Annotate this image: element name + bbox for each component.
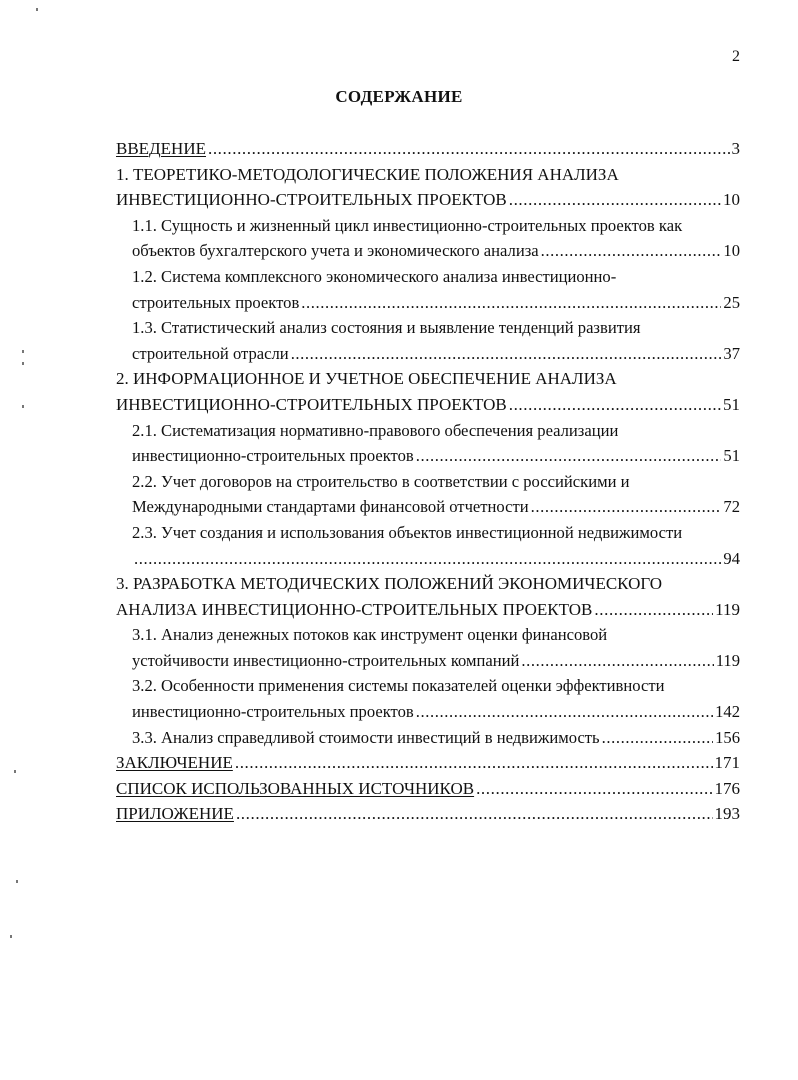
toc-page-number: 10 xyxy=(723,241,740,261)
toc-entry-text: ИНВЕСТИЦИОННО-СТРОИТЕЛЬНЫХ ПРОЕКТОВ xyxy=(116,190,507,210)
scan-artifact xyxy=(16,880,18,883)
toc-entry-text: 2.3. Учет создания и использования объектов инвестиционной недвижимости xyxy=(132,522,683,542)
toc-page-number: 72 xyxy=(723,497,740,517)
scan-artifact xyxy=(22,350,24,353)
leader-dots xyxy=(521,648,713,666)
toc-entry-text: 3.1. Анализ денежных потоков как инструмент оценки финансовой xyxy=(132,625,608,645)
page-title: СОДЕРЖАНИЕ xyxy=(335,87,463,106)
toc-entry-text: объектов бухгалтерского учета и экономического анализа xyxy=(132,241,539,261)
toc-entry-text: 3. РАЗРАБОТКА МЕТОДИЧЕСКИХ ПОЛОЖЕНИЙ ЭКОНОМИЧЕСКОГО xyxy=(116,574,663,594)
leader-dots xyxy=(594,597,713,616)
scan-artifact xyxy=(36,8,38,11)
toc-entry[interactable] xyxy=(116,725,740,751)
leader-dots xyxy=(236,801,713,820)
toc-page-number: 119 xyxy=(715,650,740,670)
toc-entry[interactable] xyxy=(116,136,740,162)
leader-dots xyxy=(509,392,721,411)
toc-entry[interactable] xyxy=(116,315,740,366)
toc-entry-text: ЗАКЛЮЧЕНИЕ xyxy=(116,753,233,773)
toc-entry[interactable] xyxy=(116,469,740,520)
leader-dots xyxy=(301,290,721,308)
toc-entry[interactable] xyxy=(116,776,740,802)
toc-entry-text: 1. ТЕОРЕТИКО-МЕТОДОЛОГИЧЕСКИЕ ПОЛОЖЕНИЯ АНАЛИЗА xyxy=(116,164,619,184)
table-of-contents xyxy=(116,136,740,827)
leader-dots xyxy=(208,136,730,155)
toc-entry-text: инвестиционно-строительных проектов xyxy=(132,446,414,466)
toc-entry-text: Международными стандартами финансовой отчетности xyxy=(132,497,529,517)
toc-entry[interactable] xyxy=(116,673,740,724)
toc-entry-text: 2. ИНФОРМАЦИОННОЕ И УЧЕТНОЕ ОБЕСПЕЧЕНИЕ АНАЛИЗА xyxy=(116,369,617,389)
toc-entry-text: АНАЛИЗА ИНВЕСТИЦИОННО-СТРОИТЕЛЬНЫХ ПРОЕКТОВ xyxy=(116,599,593,619)
toc-entry[interactable] xyxy=(116,366,740,417)
toc-page-number: 171 xyxy=(714,753,740,773)
toc-page-number: 176 xyxy=(714,778,740,798)
toc-entry[interactable] xyxy=(116,622,740,673)
toc-entry-text: строительной отрасли xyxy=(132,343,289,363)
scan-artifact xyxy=(14,770,16,773)
toc-entry[interactable] xyxy=(116,801,740,827)
scan-artifact xyxy=(10,935,12,938)
toc-entry-text: СПИСОК ИСПОЛЬЗОВАННЫХ ИСТОЧНИКОВ xyxy=(116,778,475,798)
page-number: 2 xyxy=(732,48,740,65)
toc-entry-text: ПРИЛОЖЕНИЕ xyxy=(116,804,234,824)
toc-entry-text: 2.1. Систематизация нормативно-правового обеспечения реализации xyxy=(132,420,619,440)
toc-page-number: 25 xyxy=(723,292,740,312)
scan-artifact xyxy=(22,405,24,408)
toc-page-number: 119 xyxy=(715,599,740,619)
toc-entry[interactable] xyxy=(116,571,740,622)
toc-page-number: 51 xyxy=(723,446,740,466)
toc-entry[interactable] xyxy=(116,213,740,264)
toc-entry-text: ВВЕДЕНИЕ xyxy=(116,139,206,158)
leader-dots xyxy=(476,776,712,795)
toc-entry-text: 1.3. Статистический анализ состояния и выявление тенденций развития xyxy=(132,318,641,338)
leader-dots xyxy=(235,750,713,769)
leader-dots xyxy=(602,725,713,743)
leader-dots xyxy=(531,494,722,512)
toc-entry[interactable] xyxy=(116,264,740,315)
toc-page-number: 193 xyxy=(714,804,740,824)
toc-entry-text: инвестиционно-строительных проектов xyxy=(132,702,414,722)
toc-entry[interactable] xyxy=(116,162,740,213)
toc-entry-text: ИНВЕСТИЦИОННО-СТРОИТЕЛЬНЫХ ПРОЕКТОВ xyxy=(116,394,507,414)
toc-page-number: 142 xyxy=(715,702,740,722)
toc-entry-text: 2.2. Учет договоров на строительство в соответствии с российскими и xyxy=(132,471,630,491)
toc-page-number: 37 xyxy=(723,343,740,363)
toc-entry[interactable] xyxy=(116,750,740,776)
toc-entry-text: 1.2. Система комплексного экономического анализа инвестиционно- xyxy=(132,266,617,286)
toc-entry-text: 3.3. Анализ справедливой стоимости инвестиций в недвижимость xyxy=(132,727,600,747)
toc-entry-text: 3.2. Особенности применения системы показателей оценки эффективности xyxy=(132,676,665,696)
toc-page-number: 51 xyxy=(723,394,740,414)
toc-entry-text: строительных проектов xyxy=(132,292,300,312)
leader-dots xyxy=(416,699,713,717)
leader-dots xyxy=(541,238,722,256)
scan-artifact xyxy=(22,362,24,365)
toc-page-number: 94 xyxy=(723,548,740,568)
toc-entry-text: устойчивости инвестиционно-строительных компаний xyxy=(132,650,520,670)
toc-entry-text: 1.1. Сущность и жизненный цикл инвестиционно-строительных проектов как xyxy=(132,215,683,235)
leader-dots xyxy=(416,443,722,461)
toc-page-number: 156 xyxy=(715,727,740,747)
leader-dots xyxy=(134,546,721,564)
toc-entry[interactable] xyxy=(116,520,740,571)
toc-page-number: 10 xyxy=(723,190,740,210)
toc-page-number: 3 xyxy=(731,139,740,158)
leader-dots xyxy=(509,187,721,206)
leader-dots xyxy=(291,341,722,359)
toc-entry[interactable] xyxy=(116,418,740,469)
